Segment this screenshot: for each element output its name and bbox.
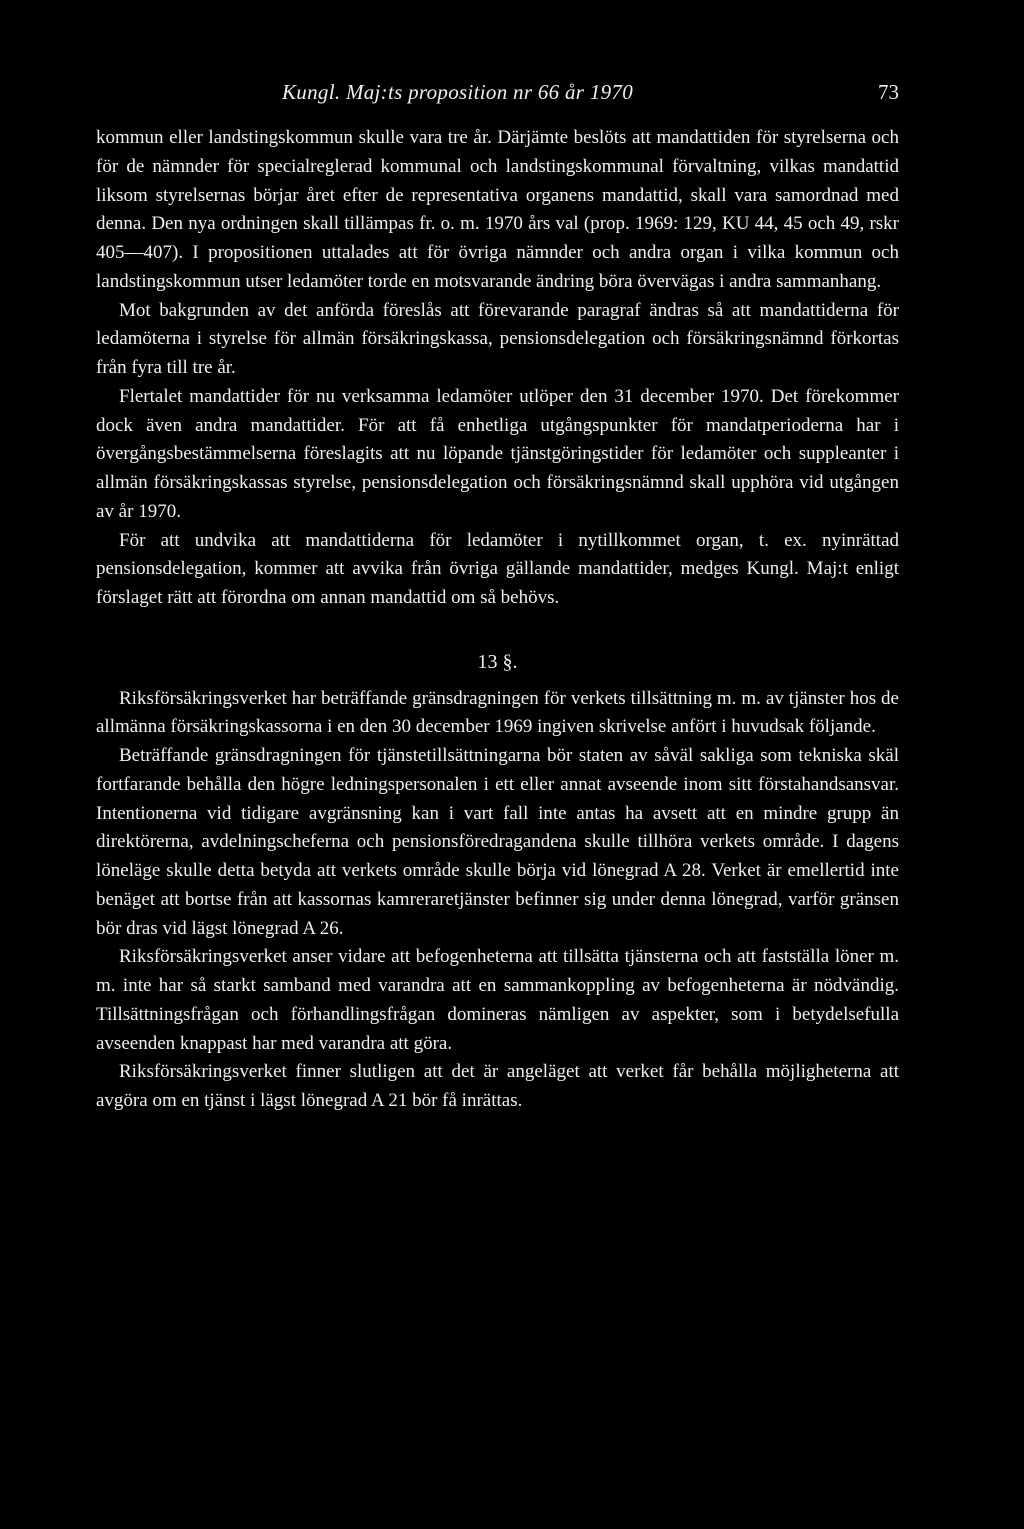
paragraph: Beträffande gränsdragningen för tjänstetillsättningarna bör staten av såväl sakliga som tekniska skäl fortfarande behålla den högre ledningspersonalen i ett eller annat avseende inom sitt förstahandsansvar. Intentionerna vid tidigare avgränsning kan i vart fall inte antas ha avsett att en mindre grupp än direktörerna, avdelningscheferna och pensionsföredragandena skulle tillhöra verkets område. I dagens löneläge skulle detta betyda att verkets område skulle börja vid lönegrad A 28. Verket är emellertid inte benäget att bortse från att kassornas kamreraretjänster befinner sig under denna lönegrad, varför gränsen bör dras vid lägst lönegrad A 26.	[96, 745, 899, 939]
paragraph: Flertalet mandattider för nu verksamma ledamöter utlöper den 31 december 1970. Det förekommer dock även andra mandattider. För att få enhetliga utgångspunkter för mandatperioderna har i övergångsbestämmelserna föreslagits att nu löpande tjänstgöringstider för ledamöter och suppleanter i allmän försäkringskassas styrelse, pensionsdelegation och försäkringsnämnd skall upphöra vid utgången av år 1970.	[96, 385, 899, 522]
body-text	[96, 124, 899, 1116]
section-heading: 13 §.	[477, 650, 518, 673]
paragraph: Mot bakgrunden av det anförda föreslås att förevarande paragraf ändras så att mandattiderna för ledamöterna i styrelse för allmän försäkringskassa, pensionsdelegation och försäkringsnämnd förkortas från fyra till tre år.	[96, 299, 899, 378]
paragraph: Riksförsäkringsverket finner slutligen att det är angeläget att verket får behålla möjligheterna att avgöra om en tjänst i lägst lönegrad A 21 bör få inrättas.	[96, 1061, 899, 1111]
paragraph-continued: kommun eller landstingskommun skulle vara tre år. Därjämte beslöts att mandattiden för styrelserna och för de nämnder för specialreglerad kommunal och landstingskommunal förvaltning, vilkas mandattid liksom styrelsernas börjar året efter de representativa organens mandattid, skall vara samordnad med denna. Den nya ordningen skall tillämpas fr. o. m. 1970 års val (prop. 1969: 129, KU 44, 45 och 49, rskr 405—407). I propositionen uttalades att för övriga nämnder och andra organ i vilka kommun och landstingskommun utser ledamöter torde en motsvarande ändring böra övervägas i andra sammanhang.	[96, 127, 899, 292]
running-title: Kungl. Maj:ts proposition nr 66 år 1970	[282, 80, 634, 104]
page-header	[96, 78, 899, 108]
paragraph: Riksförsäkringsverket anser vidare att befogenheterna att tillsätta tjänsterna och att fastställa löner m. m. inte har så starkt samband med varandra att en sammankoppling av befogenheterna är nödvändig. Tillsättningsfrågan och förhandlingsfrågan domineras nämligen av aspekter, som i betydelsefulla avseenden knappast har med varandra att göra.	[96, 946, 899, 1054]
paragraph: Riksförsäkringsverket har beträffande gränsdragningen för verkets tillsättning m. m. av tjänster hos de allmänna försäkringskassorna i en den 30 december 1969 ingiven skrivelse anfört i huvudsak följande.	[96, 687, 899, 738]
paragraph: För att undvika att mandattiderna för ledamöter i nytillkommet organ, t. ex. nyinrättad pensionsdelegation, kommer att avvika från övriga gällande mandattider, medges Kungl. Maj:t enligt förslaget rätt att förordna om annan mandattid om så behövs.	[96, 529, 899, 608]
page-number: 73	[878, 80, 899, 104]
